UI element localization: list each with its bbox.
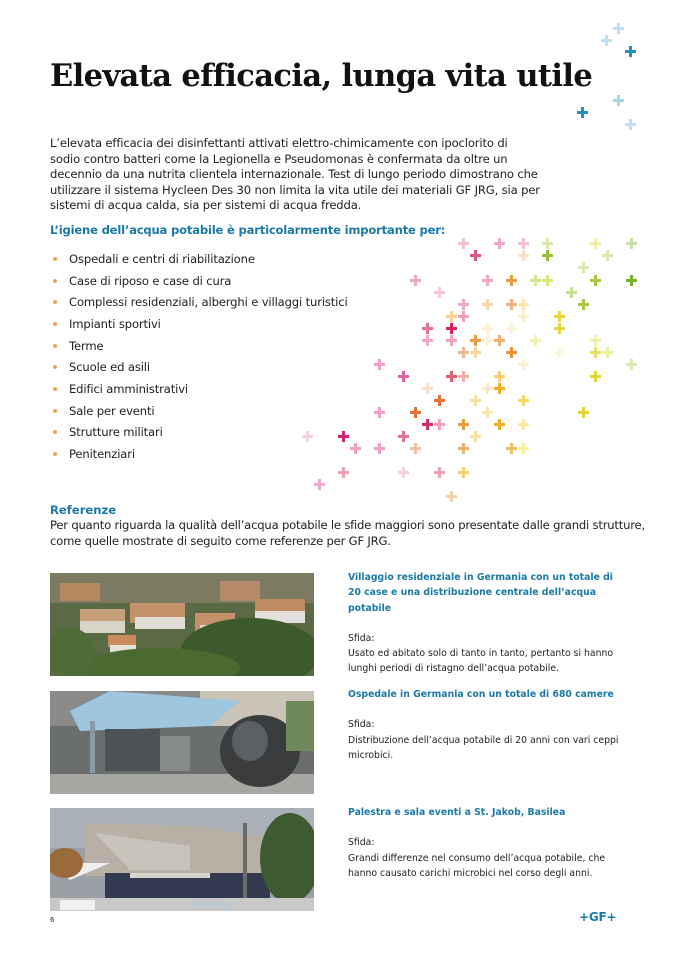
plus-icon	[482, 323, 493, 334]
plus-icon	[434, 287, 445, 298]
bullet-icon	[53, 279, 57, 283]
bullet-icon	[53, 257, 57, 261]
challenge-label: Sfida:	[348, 719, 375, 731]
intro-paragraph: L’elevata efficacia dei disinfettanti attivati elettro-chimicamente con ipoclorito di sodio contro batteri come la Legionella e Pseudomonas è confermata da oltre un decennio da una nutrita clientela internazionale. Test di lungo periodo dimostrano che utilizzare il sistema Hycleen Des 30 non limita la vita utile dei materiali GF JRG, sia per sistemi di acqua calda, sia per sistemi di acqua fredda.	[50, 136, 540, 213]
plus-icon	[338, 431, 349, 442]
reference-title: Ospedale in Germania con un totale di 680 camere	[348, 689, 614, 700]
bullet-icon	[53, 344, 57, 348]
challenge-label: Sfida:	[348, 837, 375, 849]
plus-icon	[410, 407, 421, 418]
plus-icon	[613, 95, 624, 106]
plus-icon	[482, 335, 493, 346]
plus-icon	[590, 335, 601, 346]
plus-icon	[374, 359, 385, 370]
plus-icon	[518, 299, 529, 310]
plus-icon	[314, 479, 325, 490]
plus-icon	[506, 443, 517, 454]
plus-icon	[626, 275, 637, 286]
plus-icon	[506, 275, 517, 286]
list-item: Impianti sportivi	[50, 313, 348, 335]
plus-icon	[422, 335, 433, 346]
plus-icon	[518, 395, 529, 406]
plus-icon	[542, 275, 553, 286]
plus-icon	[578, 262, 589, 273]
bullet-icon	[53, 409, 57, 413]
plus-icon	[506, 299, 517, 310]
plus-icon	[398, 467, 409, 478]
plus-icon	[446, 491, 457, 502]
list-item: Case di riposo e case di cura	[50, 270, 348, 292]
plus-icon	[350, 443, 361, 454]
plus-icon	[458, 299, 469, 310]
list-item: Complessi residenziali, alberghi e villaggi turistici	[50, 291, 348, 313]
plus-icon	[458, 238, 469, 249]
plus-icon	[482, 275, 493, 286]
reference-title: Palestra e sala eventi a St. Jakob, Basilea	[348, 807, 566, 818]
plus-icon	[434, 395, 445, 406]
plus-icon	[410, 443, 421, 454]
plus-icon	[542, 238, 553, 249]
plus-icon	[482, 383, 493, 394]
plus-icon	[482, 407, 493, 418]
plus-icon	[494, 238, 505, 249]
plus-icon	[530, 275, 541, 286]
plus-icon	[518, 311, 529, 322]
bullet-icon	[53, 365, 57, 369]
reference-card-3	[348, 805, 628, 881]
plus-icon	[494, 383, 505, 394]
plus-icon	[601, 35, 612, 46]
plus-icon	[470, 250, 481, 261]
plus-icon	[626, 238, 637, 249]
list-item: Terme	[50, 335, 348, 357]
plus-icon	[578, 299, 589, 310]
plus-icon	[470, 347, 481, 358]
references-heading: Referenze	[50, 503, 117, 517]
plus-icon	[446, 311, 457, 322]
plus-icon	[518, 419, 529, 430]
plus-icon	[613, 23, 624, 34]
plus-icon	[554, 347, 565, 358]
list-item: Scuole ed asili	[50, 356, 348, 378]
plus-icon	[590, 347, 601, 358]
plus-icon	[422, 383, 433, 394]
bullet-icon	[53, 452, 57, 456]
plus-icon	[422, 419, 433, 430]
plus-icon	[458, 443, 469, 454]
st-jakobshalle-photo	[50, 808, 314, 911]
plus-icon	[458, 311, 469, 322]
plus-icon	[398, 431, 409, 442]
plus-icon	[590, 371, 601, 382]
plus-icon	[494, 335, 505, 346]
challenge-text: Usato ed abitato solo di tanto in tanto, pertanto si hanno lunghi periodi di ristagno dell’acqua potabile.	[348, 648, 614, 675]
bullet-icon	[53, 322, 57, 326]
challenge-text: Distribuzione dell’acqua potabile di 20 anni con vari ceppi microbici.	[348, 734, 619, 761]
plus-icon	[446, 371, 457, 382]
plus-icon	[374, 443, 385, 454]
plus-icon	[625, 119, 636, 130]
plus-icon	[530, 335, 541, 346]
section-subheading: L’igiene dell’acqua potabile è particolarmente importante per:	[50, 223, 446, 237]
plus-icon	[482, 299, 493, 310]
residential-village-photo	[50, 573, 314, 676]
page-number: 6	[50, 916, 55, 924]
plus-icon	[602, 347, 613, 358]
plus-icon	[446, 323, 457, 334]
plus-icon	[518, 359, 529, 370]
list-item: Penitenziari	[50, 443, 348, 465]
plus-icon	[566, 287, 577, 298]
list-item: Edifici amministrativi	[50, 378, 348, 400]
plus-icon	[554, 323, 565, 334]
plus-icon	[518, 250, 529, 261]
plus-icon	[434, 467, 445, 478]
plus-icon	[338, 467, 349, 478]
plus-icon	[422, 323, 433, 334]
plus-icon	[554, 311, 565, 322]
challenge-label: Sfida:	[348, 632, 375, 644]
bullet-icon	[53, 430, 57, 434]
reference-title: Villaggio residenziale in Germania con un totale di 20 case e una distribuzione centrale dell’acqua potabile	[348, 572, 613, 614]
plus-icon	[542, 250, 553, 261]
plus-icon	[458, 371, 469, 382]
plus-icon	[625, 46, 636, 57]
plus-icon	[470, 335, 481, 346]
plus-icon	[470, 431, 481, 442]
list-item: Strutture militari	[50, 422, 348, 444]
plus-icon	[506, 323, 517, 334]
plus-icon	[434, 419, 445, 430]
plus-icon	[506, 347, 517, 358]
plus-icon	[494, 371, 505, 382]
reference-card-2	[348, 687, 628, 763]
gf-logo: +GF+	[579, 910, 617, 924]
plus-icon	[590, 238, 601, 249]
plus-icon	[458, 419, 469, 430]
page-title: Elevata efficacia, lunga vita utile	[50, 58, 593, 94]
plus-icon	[458, 347, 469, 358]
plus-icon	[458, 467, 469, 478]
references-intro: Per quanto riguarda la qualità dell’acqua potabile le sfide maggiori sono presentate dalle grandi strutture, come quelle mostrate di seguito come referenze per GF JRG.	[50, 518, 645, 548]
plus-icon	[590, 275, 601, 286]
plus-icon	[494, 419, 505, 430]
list-item: Sale per eventi	[50, 400, 348, 422]
plus-icon	[518, 443, 529, 454]
plus-icon	[470, 395, 481, 406]
plus-icon	[626, 359, 637, 370]
plus-icon	[410, 275, 421, 286]
reference-card-1	[348, 570, 628, 677]
plus-icon	[602, 250, 613, 261]
hospital-entrance-photo	[50, 691, 314, 794]
plus-icon	[518, 238, 529, 249]
plus-icon	[577, 107, 588, 118]
list-item: Ospedali e centri di riabilitazione	[50, 248, 348, 270]
plus-icon	[302, 431, 313, 442]
plus-icon	[578, 407, 589, 418]
plus-icon	[374, 407, 385, 418]
bullet-icon	[53, 300, 57, 304]
challenge-text: Grandi differenze nel consumo dell’acqua potabile, che hanno causato carichi microbici nel corso degli anni.	[348, 852, 606, 879]
bullet-icon	[53, 387, 57, 391]
plus-icon	[398, 371, 409, 382]
plus-icon	[446, 335, 457, 346]
